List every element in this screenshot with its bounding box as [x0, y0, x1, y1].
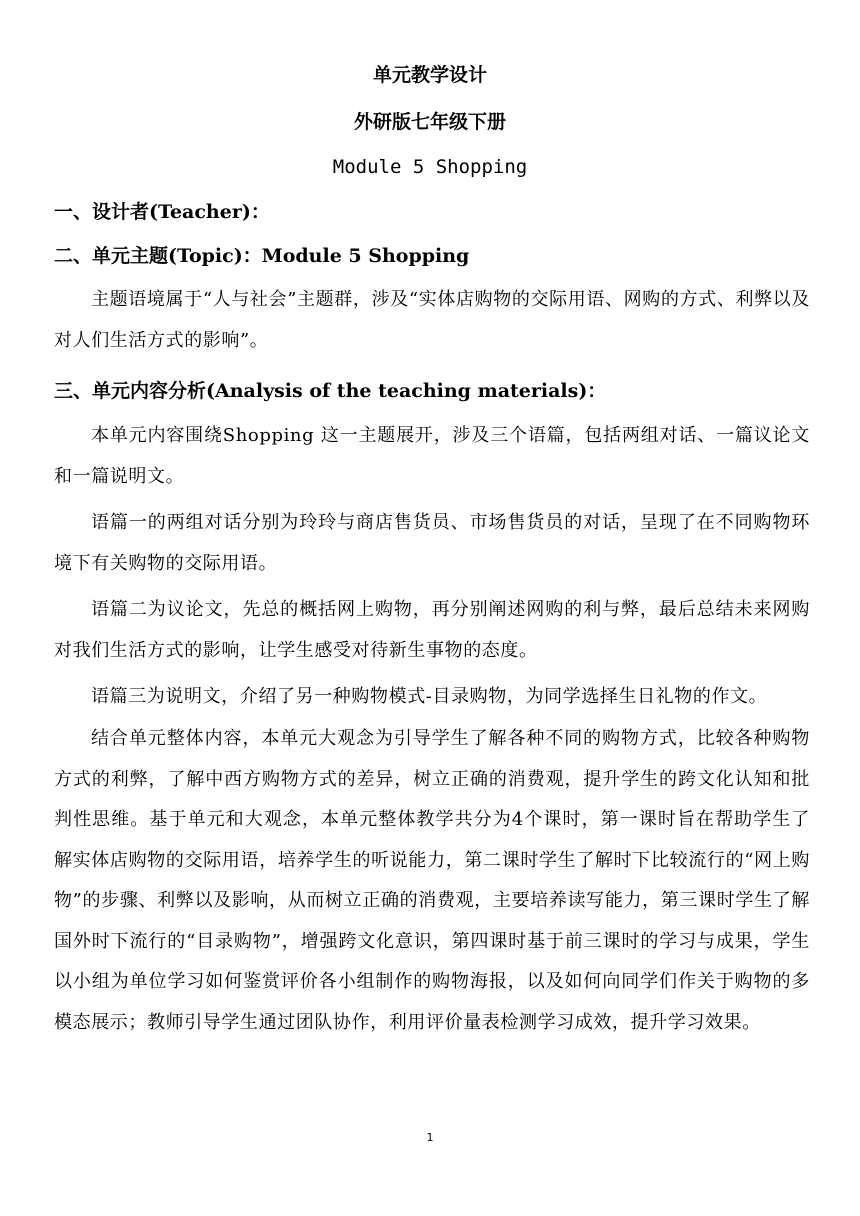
- page-number: 1: [426, 1131, 434, 1144]
- document-title: 单元教学设计: [372, 64, 487, 86]
- section-heading-topic: 二、单元主题(Topic)：Module 5 Shopping: [54, 245, 470, 267]
- analysis-paragraph-text1: 语篇一的两组对话分别为玲玲与商店售货员、市场售货员的对话，呈现了在不同购物环境下有关购物的交际用语。: [54, 512, 810, 574]
- analysis-paragraph-big-idea: 结合单元整体内容，本单元大观念为引导学生了解各种不同的购物方式，比较各种购物方式的利弊，了解中西方购物方式的差异，树立正确的消费观，提升学生的跨文化认知和批判性思维。基于单元和大观念，本单元整体教学共分为4个课时，第一课时旨在帮助学生了解实体店购物的交际用语，培养学生的听说能力，第二课时学生了解时下比较流行的“网上购物”的步骤、利弊以及影响，从而树立正确的消费观，主要培养读写能力，第三课时学生了解国外时下流行的“目录购物”，增强跨文化意识，第四课时基于前三课时的学习与成果，学生以小组为单位学习如何鉴赏评价各小组制作的购物海报，以及如何向同学们作关于购物的多模态展示；教师引导学生通过团队协作，利用评价量表检测学习成效，提升学习效果。: [54, 728, 810, 1033]
- section-heading-analysis: 三、单元内容分析(Analysis of the teaching materials)：: [54, 380, 607, 402]
- document-subtitle-textbook: 外研版七年级下册: [353, 111, 506, 133]
- section-heading-designer: 一、设计者(Teacher)：: [54, 201, 270, 223]
- analysis-paragraph-text3: 语篇三为说明文，介绍了另一种购物模式-目录购物，为同学选择生日礼物的作文。: [91, 686, 768, 707]
- topic-paragraph: 主题语境属于“人与社会”主题群，涉及“实体店购物的交际用语、网购的方式、利弊以及对人们生活方式的影响”。: [54, 289, 810, 351]
- analysis-paragraph-text2: 语篇二为议论文，先总的概括网上购物，再分别阐述网购的利与弊，最后总结未来网购对我们生活方式的影响，让学生感受对待新生事物的态度。: [54, 599, 810, 661]
- document-subtitle-module: Module 5 Shopping: [332, 156, 528, 178]
- analysis-paragraph-overview: 本单元内容围绕Shopping 这一主题展开，涉及三个语篇，包括两组对话、一篇议论文和一篇说明文。: [54, 425, 810, 487]
